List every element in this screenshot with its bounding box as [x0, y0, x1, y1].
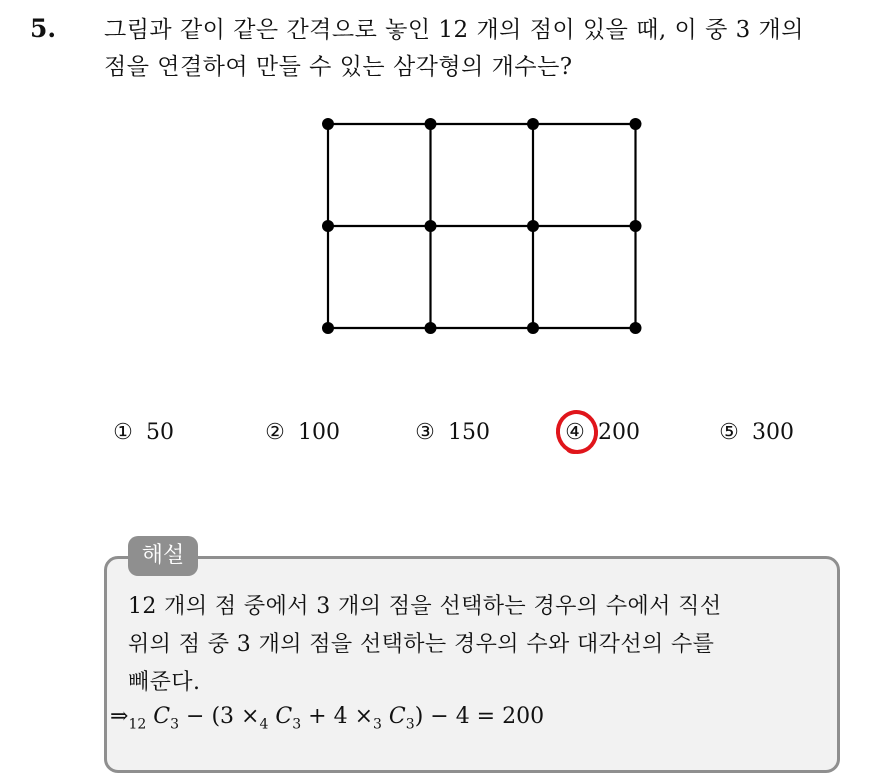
solution-tag: 해설 [128, 536, 198, 576]
choice-3[interactable] [412, 420, 490, 445]
formula-arrow: ⇒ [110, 704, 129, 729]
formula-k3: 3 [405, 716, 415, 733]
choice-3-mark: ③ [415, 420, 435, 445]
question-line-1: 그림과 같이 같은 간격으로 놓인 12 개의 점이 있을 때, 이 중 3 개의 [104, 17, 804, 43]
choice-1-mark: ① [113, 420, 133, 445]
question-line-2: 점을 연결하여 만들 수 있는 삼각형의 개수는? [104, 54, 573, 80]
formula-n1: 12 [128, 716, 147, 733]
solution-line-2: 위의 점 중 3 개의 점을 선택하는 경우의 수와 대각선의 수를 [128, 632, 715, 657]
choice-4-value: 200 [598, 420, 640, 445]
grid-dot-3-1 [322, 322, 334, 334]
question-number: 5. [30, 14, 57, 43]
choice-5-mark: ⑤ [719, 420, 739, 445]
grid-dot-2-4 [630, 220, 642, 232]
grid-dot-3-2 [425, 322, 437, 334]
solution-text [128, 588, 828, 702]
formula-k2: 3 [292, 716, 302, 733]
solution-line-3: 빼준다. [128, 670, 201, 695]
formula-c1: C [153, 704, 171, 729]
choice-5[interactable] [716, 420, 794, 445]
choice-3-value: 150 [448, 420, 490, 445]
answer-circle-tail [566, 444, 582, 454]
formula-minus1: − (3 × [179, 704, 260, 729]
solution-formula [110, 704, 544, 732]
grid-dot-3-3 [527, 322, 539, 334]
choice-2-value: 100 [298, 420, 340, 445]
choice-5-value: 300 [752, 420, 794, 445]
formula-tail: ) − 4 = 200 [414, 704, 545, 729]
formula-n3: 3 [373, 716, 382, 733]
grid-dot-1-1 [322, 118, 334, 130]
choice-4-mark: ④ [565, 420, 585, 445]
formula-k1: 3 [170, 716, 180, 733]
answer-choices [0, 420, 884, 450]
choice-2-mark: ② [265, 420, 285, 445]
grid-dot-2-3 [527, 220, 539, 232]
choice-1[interactable] [110, 420, 174, 445]
formula-n2: 4 [259, 716, 269, 733]
grid-dot-2-2 [425, 220, 437, 232]
grid-dot-1-4 [630, 118, 642, 130]
grid-dot-1-2 [425, 118, 437, 130]
grid-dot-3-4 [630, 322, 642, 334]
formula-c3: C [388, 704, 406, 729]
grid-dot-2-1 [322, 220, 334, 232]
choice-1-value: 50 [146, 420, 174, 445]
solution-line-1: 12 개의 점 중에서 3 개의 점을 선택하는 경우의 수에서 직선 [128, 594, 722, 619]
formula-c2: C [275, 704, 293, 729]
choice-2[interactable] [262, 420, 340, 445]
formula-plus: + 4 × [301, 704, 373, 729]
grid-dot-1-3 [527, 118, 539, 130]
